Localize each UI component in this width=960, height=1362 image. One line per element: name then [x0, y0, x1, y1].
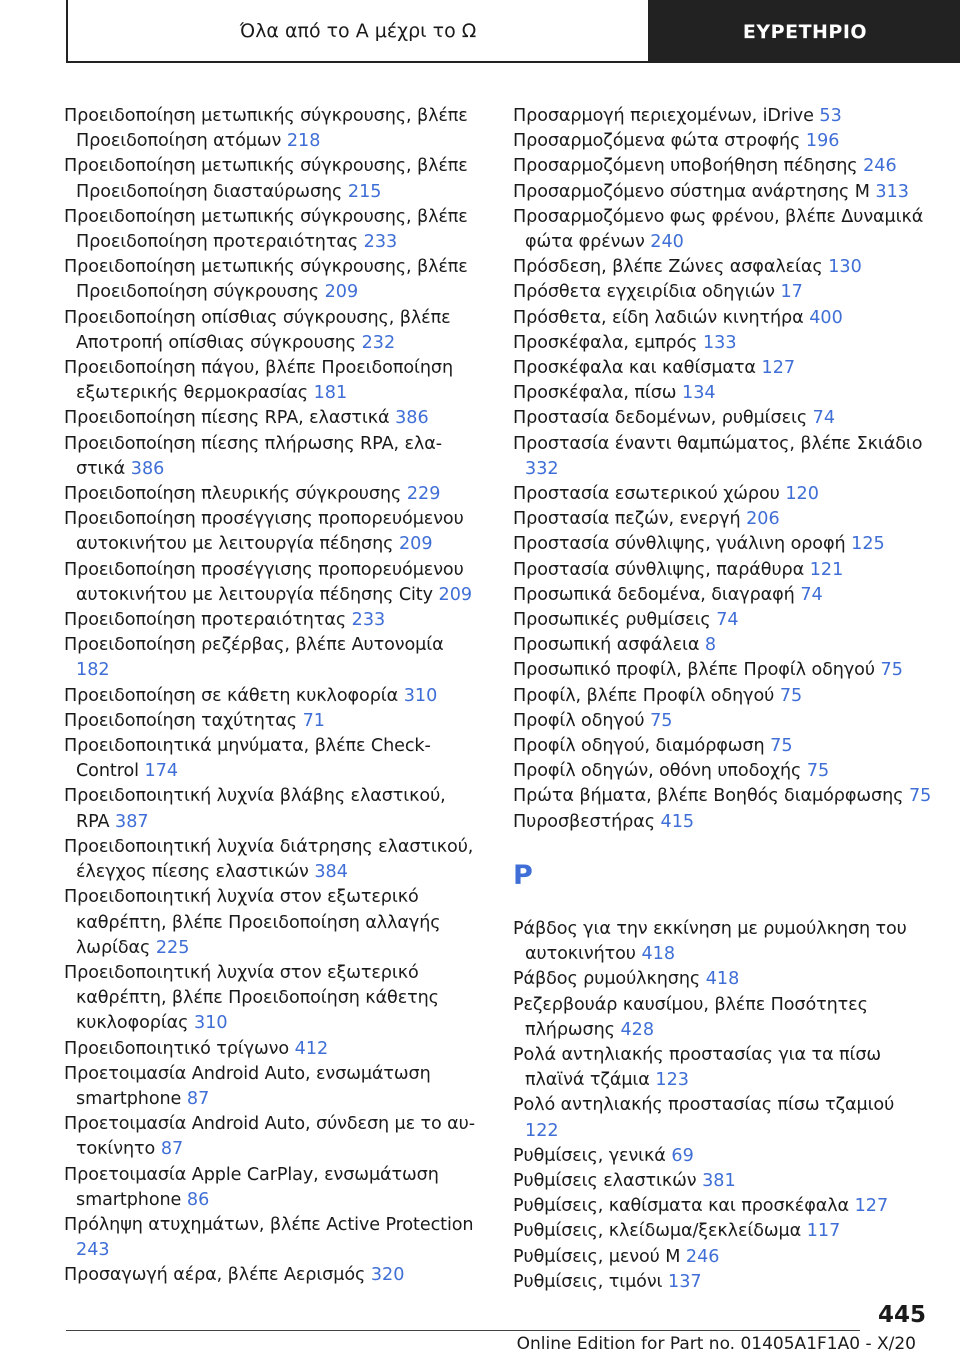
page-link[interactable]: 387: [115, 811, 149, 832]
page-link[interactable]: 384: [314, 862, 348, 883]
index-entry: [64, 633, 482, 683]
index-column-right: [513, 104, 933, 1295]
index-entry: [64, 885, 482, 961]
index-entry-text: Προφίλ, βλέπε Προφίλ οδηγού: [513, 685, 775, 706]
index-entry: [513, 734, 933, 759]
page-link[interactable]: 240: [650, 232, 684, 253]
index-entry: [513, 129, 933, 154]
page-link[interactable]: 127: [854, 1196, 889, 1217]
index-entry-text: Ρολά αντηλιακής προστασίας για τα πίσω πλαϊνά τζάμια: [513, 1044, 881, 1091]
index-entry: [513, 759, 933, 784]
page-link[interactable]: 120: [785, 484, 819, 505]
index-entry: [513, 306, 933, 331]
page-link[interactable]: 182: [76, 660, 110, 681]
index-entry-text: Προσωπικό προφίλ, βλέπε Προφίλ οδηγού: [513, 660, 875, 681]
index-entry: [513, 784, 933, 809]
page-link[interactable]: 246: [863, 156, 897, 177]
index-entry: [513, 684, 933, 709]
page-link[interactable]: 75: [770, 736, 793, 757]
index-entry: [64, 406, 482, 431]
page-link[interactable]: 122: [525, 1120, 559, 1141]
index-entry-text: Προειδοποιητική λυχνία βλάβης ελαστικού, RPA: [64, 786, 446, 832]
index-entry: [64, 255, 482, 305]
index-entry-text: Προσωπική ασφάλεια: [513, 635, 700, 656]
page-link[interactable]: 209: [324, 282, 359, 303]
index-entry: [64, 608, 482, 633]
page-link[interactable]: 215: [347, 181, 382, 202]
index-entry: [64, 154, 482, 204]
page-link[interactable]: 75: [880, 660, 903, 681]
index-entry: [64, 835, 482, 885]
page-link[interactable]: 232: [361, 332, 396, 353]
page-link[interactable]: 313: [875, 181, 909, 202]
index-entry-text: Ρυθμίσεις, καθίσματα και προσκέφαλα: [513, 1196, 850, 1217]
index-entry: [64, 1263, 482, 1288]
index-entry-text: Ρυθμίσεις, μενού M: [513, 1246, 681, 1267]
index-entry-text: Προφίλ οδηγών, οθόνη υποδοχής: [513, 761, 802, 782]
index-entry: [513, 154, 933, 179]
index-entry-text: Προσαρμογή περιεχομένων, iDrive: [513, 106, 814, 126]
index-entry: [513, 993, 933, 1043]
index-entry-text: Προετοιμασία Apple CarPlay, ενσωμάτωση smartphone: [64, 1164, 439, 1210]
index-entry: [513, 917, 933, 967]
page-link[interactable]: 127: [761, 358, 796, 379]
index-entry: [513, 1169, 933, 1194]
page-link[interactable]: 229: [406, 484, 441, 505]
page-link[interactable]: 310: [403, 685, 438, 706]
index-entry-text: Προειδοποίηση προσέγγισης προπορευόμενου αυτοκινήτου με λειτουργία πέδησης City: [64, 559, 464, 605]
index-entry-text: Προσαρμοζόμενα φώτα στροφής: [513, 131, 801, 152]
page-link[interactable]: 332: [525, 458, 559, 479]
page-link[interactable]: 174: [144, 761, 179, 782]
page-link[interactable]: 233: [363, 232, 398, 253]
page-link[interactable]: 381: [702, 1170, 736, 1191]
tab-index[interactable]: ΕΥΡΕΤΗΡΙΟ: [650, 0, 960, 63]
index-entry-text: Προστασία δεδομένων, ρυθμίσεις: [513, 408, 808, 429]
page-link[interactable]: 133: [702, 332, 737, 353]
index-entry-text: Ρυθμίσεις, γενικά: [513, 1145, 666, 1166]
index-entry-text: Προετοιμασία Android Auto, ενσωμάτωση smartphone: [64, 1063, 431, 1109]
page-link[interactable]: 243: [76, 1240, 110, 1261]
page-link[interactable]: 196: [805, 131, 840, 152]
page-link[interactable]: 412: [294, 1038, 329, 1059]
page-link[interactable]: 69: [671, 1145, 694, 1166]
page-link[interactable]: 418: [641, 944, 676, 965]
index-entry: [513, 1093, 933, 1143]
page-link[interactable]: 320: [370, 1265, 405, 1286]
page-link[interactable]: 233: [351, 610, 386, 631]
index-entry: [64, 507, 482, 557]
index-entry: [64, 356, 482, 406]
index-entry: [64, 432, 482, 482]
page-link[interactable]: 310: [194, 1013, 228, 1034]
index-group-pi: [513, 104, 933, 835]
index-entry-text: Προσκέφαλα, πίσω: [513, 383, 677, 404]
index-entry: [513, 583, 933, 608]
index-entry-text: Προειδοποίηση σε κάθετη κυκλοφορία: [64, 685, 399, 706]
index-entry: [64, 734, 482, 784]
page-link[interactable]: 125: [851, 534, 885, 555]
page-link[interactable]: 75: [806, 761, 830, 782]
index-entry-text: Προειδοποίηση προτεραιότητας: [64, 610, 347, 631]
index-entry: [64, 1163, 482, 1213]
index-entry-text: Προσαγωγή αέρα, βλέπε Αερισμός: [64, 1265, 366, 1286]
header-tabs: [66, 0, 960, 66]
index-group-rho: [513, 917, 933, 1295]
index-entry-text: Προστασία πεζών, ενεργή: [513, 509, 741, 530]
index-entry-text: Προειδοποίηση πίεσης RPA, ελαστικά: [64, 408, 390, 429]
index-entry: [513, 432, 933, 482]
page-link[interactable]: 75: [779, 685, 803, 706]
index-entry: [513, 331, 933, 356]
page-link[interactable]: 181: [313, 383, 348, 404]
index-entry-text: Προσκέφαλα, εμπρός: [513, 332, 698, 353]
index-entry: [513, 507, 933, 532]
index-entry: [513, 1245, 933, 1270]
section-letter: Ρ: [513, 859, 533, 891]
index-entry: [513, 205, 933, 255]
index-entry-text: Ράβδος για την εκκίνηση με ρυμούλκηση του αυτοκινήτου: [513, 918, 907, 965]
index-entry-text: Προειδοποίηση πάγου, βλέπε Προειδοποίηση εξωτερικής θερμοκρασίας: [64, 358, 453, 404]
index-entry-text: Ρολό αντηλιακής προστασίας πίσω τζαμιού: [513, 1095, 895, 1116]
index-entry-text: Προειδοποίηση μετωπικής σύγκρουσης, βλέπε Προειδοποίηση σύγκρουσης: [64, 257, 468, 303]
page-link[interactable]: 415: [660, 811, 695, 832]
page-link[interactable]: 17: [780, 282, 803, 303]
index-entry-text: Προειδοποίηση οπίσθιας σύγκρουσης, βλέπε Αποτροπή οπίσθιας σύγκρουσης: [64, 307, 451, 353]
index-entry: [513, 558, 933, 583]
page-link[interactable]: 123: [655, 1070, 689, 1091]
index-entry: [64, 1062, 482, 1112]
page-link[interactable]: 246: [685, 1246, 720, 1267]
index-entry-text: Προειδοποιητικό τρίγωνο: [64, 1038, 290, 1059]
index-entry-text: Προειδοποίηση προσέγγισης προπορευόμενου αυτοκινήτου με λειτουργία πέδησης: [64, 509, 464, 555]
index-entry-text: Πρόσδεση, βλέπε Ζώνες ασφαλείας: [513, 257, 823, 278]
tab-all-a-to-z[interactable]: Όλα από το Α μέχρι το Ω: [66, 0, 650, 63]
index-entry: [513, 482, 933, 507]
index-entry-text: Προσωπικά δεδομένα, διαγραφή: [513, 584, 795, 605]
page-link[interactable]: 130: [828, 257, 862, 278]
index-entry-text: Προειδοποιητικά μηνύματα, βλέπε Check-Control: [64, 736, 431, 782]
index-entry: [513, 633, 933, 658]
index-entry-text: Προειδοποιητική λυχνία διάτρησης ελαστικού, έλεγχος πίεσης ελαστικών: [64, 836, 474, 883]
index-entry-text: Προετοιμασία Android Auto, σύνδεση με το αυτοκίνητο: [64, 1114, 476, 1160]
page-number: 445: [877, 1302, 926, 1328]
index-entry-text: Ρεζερβουάρ καυσίμου, βλέπε Ποσότητες πλήρωσης: [513, 994, 868, 1040]
index-entry-text: Προσαρμοζόμενη υποβοήθηση πέδησης: [513, 156, 858, 177]
index-entry: [513, 532, 933, 557]
index-entry-text: Προσαρμοζόμενο σύστημα ανάρτησης M: [513, 181, 870, 202]
index-entry: [513, 280, 933, 305]
page-link[interactable]: 418: [705, 969, 740, 990]
index-entry: [513, 1270, 933, 1295]
index-entry: [513, 1219, 933, 1244]
index-entry-text: Προειδοποίηση ταχύτητας: [64, 710, 297, 731]
page-link[interactable]: 134: [682, 383, 716, 404]
footer-edition: Online Edition for Part no. 01405A1F1A0 - X/20: [516, 1334, 916, 1354]
index-entry-text: Προφίλ οδηγού, διαμόρφωση: [513, 736, 765, 757]
index-entry: [64, 1213, 482, 1263]
index-entry: [513, 406, 933, 431]
index-entry-text: Προειδοποίηση μετωπικής σύγκρουσης, βλέπε Προειδοποίηση προτεραιότητας: [64, 206, 468, 253]
index-column-left: [64, 104, 482, 1289]
index-entry-text: Προστασία έναντι θαμπώματος, βλέπε Σκιάδιο: [513, 433, 923, 454]
page-link[interactable]: 87: [160, 1139, 184, 1160]
index-entry: [513, 1194, 933, 1219]
index-entry-text: Προσαρμοζόμενο φως φρένου, βλέπε Δυναμικά φώτα φρένων: [513, 206, 924, 253]
index-entry: [64, 1112, 482, 1162]
page-link[interactable]: 428: [620, 1019, 655, 1040]
page-link[interactable]: 87: [186, 1088, 210, 1109]
index-entry: [513, 1144, 933, 1169]
index-entry: [64, 1037, 482, 1062]
index-entry-text: Πυροσβεστήρας: [513, 811, 655, 832]
index-entry-text: Προσκέφαλα και καθίσματα: [513, 358, 756, 379]
index-entry-text: Προστασία εσωτερικού χώρου: [513, 484, 780, 505]
index-entry-text: Ρυθμίσεις, κλείδωμα/ξεκλείδωμα: [513, 1221, 802, 1242]
page-link[interactable]: 53: [819, 106, 842, 126]
page-link[interactable]: 75: [650, 710, 673, 731]
index-entry: [513, 381, 933, 406]
index-entry-text: Προειδοποίηση μετωπικής σύγκρουσης, βλέπε Προειδοποίηση ατόμων: [64, 106, 468, 152]
page-link[interactable]: 117: [806, 1221, 841, 1242]
index-entry-text: Πρόσθετα εγχειρίδια οδηγιών: [513, 282, 775, 303]
index-entry-text: Πρώτα βήματα, βλέπε Βοηθός διαμόρφωσης: [513, 786, 904, 807]
page-link[interactable]: 137: [668, 1271, 702, 1292]
page-link[interactable]: 86: [186, 1189, 210, 1210]
page-link[interactable]: 206: [746, 509, 780, 530]
page-link[interactable]: 8: [704, 635, 717, 656]
page-link[interactable]: 225: [155, 937, 190, 958]
index-entry: [513, 608, 933, 633]
index-entry-text: Προειδοποίηση ρεζέρβας, βλέπε Αυτονομία: [64, 635, 444, 656]
index-entry-text: Προσωπικές ρυθμίσεις: [513, 610, 711, 631]
index-entry: [64, 961, 482, 1037]
index-entry: [64, 558, 482, 608]
index-entry-text: Προειδοποίηση πλευρικής σύγκρουσης: [64, 484, 402, 505]
index-entry-text: Ράβδος ρυμούλκησης: [513, 969, 701, 990]
index-entry: [64, 482, 482, 507]
index-entry: [64, 205, 482, 255]
page-link[interactable]: 218: [286, 131, 321, 152]
page-link[interactable]: 75: [908, 786, 932, 807]
index-entry-text: Προειδοποίηση πίεσης πλήρωσης RPA, ελαστικά: [64, 433, 443, 479]
index-entry: [513, 810, 933, 835]
page-link[interactable]: 386: [130, 458, 165, 479]
index-entry-text: Ρυθμίσεις ελαστικών: [513, 1170, 697, 1191]
index-entry-text: Ρυθμίσεις, τιμόνι: [513, 1271, 663, 1292]
page-link[interactable]: 400: [809, 307, 843, 328]
index-entry: [64, 709, 482, 734]
page-link[interactable]: 121: [809, 559, 844, 580]
index-entry-text: Προστασία σύνθλιψης, γυάλινη οροφή: [513, 534, 846, 555]
index-entry: [513, 104, 933, 129]
index-entry: [513, 255, 933, 280]
page-link[interactable]: 209: [438, 584, 473, 605]
index-entry: [513, 967, 933, 992]
index-entry-text: Προειδοποιητική λυχνία στον εξωτερικό καθρέπτη, βλέπε Προειδοποίηση αλλαγής λωρίδας: [64, 887, 441, 958]
page-link[interactable]: 71: [302, 710, 325, 731]
index-entry: [64, 784, 482, 834]
page-link[interactable]: 74: [812, 408, 836, 429]
index-entry: [513, 709, 933, 734]
footer-divider: [66, 1330, 860, 1331]
index-entry-text: Προφίλ οδηγού: [513, 710, 645, 731]
page-link[interactable]: 209: [398, 534, 433, 555]
index-entry: [513, 658, 933, 683]
page-link[interactable]: 74: [800, 584, 823, 605]
page-link[interactable]: 386: [395, 408, 429, 429]
index-entry: [513, 1043, 933, 1093]
index-entry: [64, 684, 482, 709]
index-entry: [513, 180, 933, 205]
index-entry-text: Προειδοποίηση μετωπικής σύγκρουσης, βλέπε Προειδοποίηση διασταύρωσης: [64, 156, 468, 202]
index-entry-text: Προστασία σύνθλιψης, παράθυρα: [513, 559, 805, 580]
index-entry-text: Πρόσθετα, είδη λαδιών κινητήρα: [513, 307, 804, 328]
index-entry-text: Προειδοποιητική λυχνία στον εξωτερικό καθρέπτη, βλέπε Προειδοποίηση κάθετης κυκλοφορίας: [64, 962, 439, 1034]
page-link[interactable]: 74: [716, 610, 739, 631]
index-entry-text: Πρόληψη ατυχημάτων, βλέπε Active Protection: [64, 1214, 474, 1235]
index-entry: [64, 104, 482, 154]
index-entry: [513, 356, 933, 381]
index-entry: [64, 306, 482, 356]
